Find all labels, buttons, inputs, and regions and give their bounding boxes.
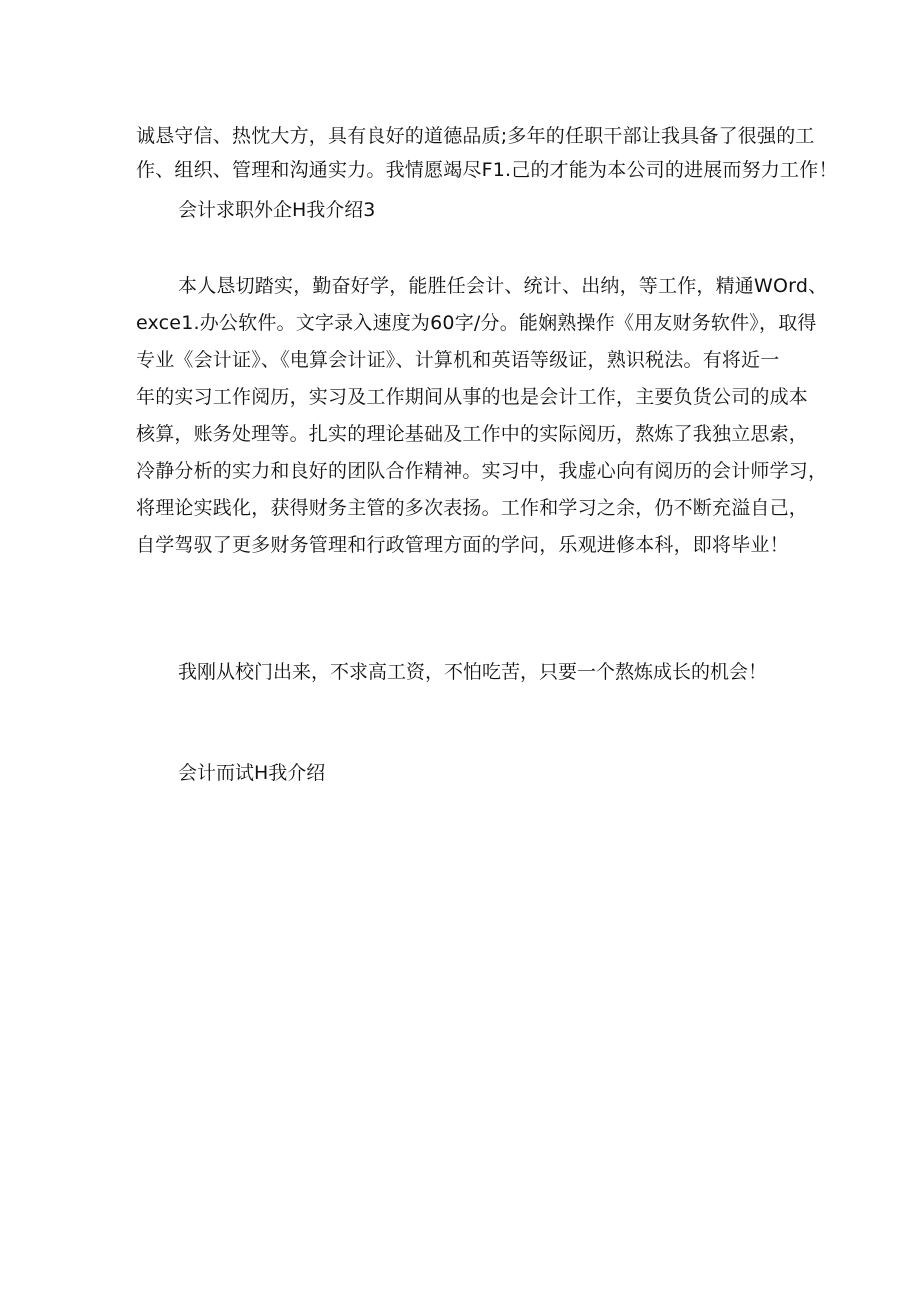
section-heading-1: 会计求职外企H我介绍3 bbox=[178, 199, 376, 221]
paragraph-line: exce1.办公软件。文字录入速度为60字/分。能娴熟操作《用友财务软件》，取得 bbox=[136, 312, 817, 334]
section-heading-2: 会计而试H我介绍 bbox=[178, 762, 326, 784]
paragraph-1 bbox=[136, 119, 838, 187]
paragraph-line: 核算，账务处理等。扎实的理论基础及工作中的实际阅历，熬炼了我独立思索， bbox=[136, 423, 809, 445]
paragraph-line: 将理论实践化，获得财务主管的多次表扬。工作和学习之余，仍不断充溢自己， bbox=[136, 497, 809, 519]
paragraph-3: 我刚从校门出来，不求高工资，不怕吃苦，只要一个熬炼成长的机会！ bbox=[178, 661, 768, 683]
paragraph-line: 专业《会计证》、《电算会计证》、计算机和英语等级证，熟识税法。有将近一 bbox=[136, 349, 780, 371]
paragraph-line: 自学驾驭了更多财务管理和行政管理方面的学问，乐观进修本科，即将毕业！ bbox=[136, 534, 789, 556]
paragraph-line: 作、组织、管理和沟通实力。我情愿竭尽F1.己的才能为本公司的进展而努力工作！ bbox=[136, 159, 838, 181]
paragraph-line: 冷静分析的实力和良好的团队合作精神。实习中，我虚心向有阅历的会计师学习， bbox=[136, 460, 828, 482]
paragraph-2 bbox=[136, 269, 828, 562]
paragraph-line: 诚恳守信、热忱大方，具有良好的道德品质;多年的任职干部让我具备了很强的工 bbox=[136, 125, 815, 147]
paragraph-line: 年的实习工作阅历，实习及工作期间从事的也是会计工作，主要负货公司的成本 bbox=[136, 386, 809, 408]
paragraph-line: 本人恳切踏实，勤奋好学，能胜任会计、统计、出纳，等工作，精通WOrd、 bbox=[178, 275, 828, 297]
